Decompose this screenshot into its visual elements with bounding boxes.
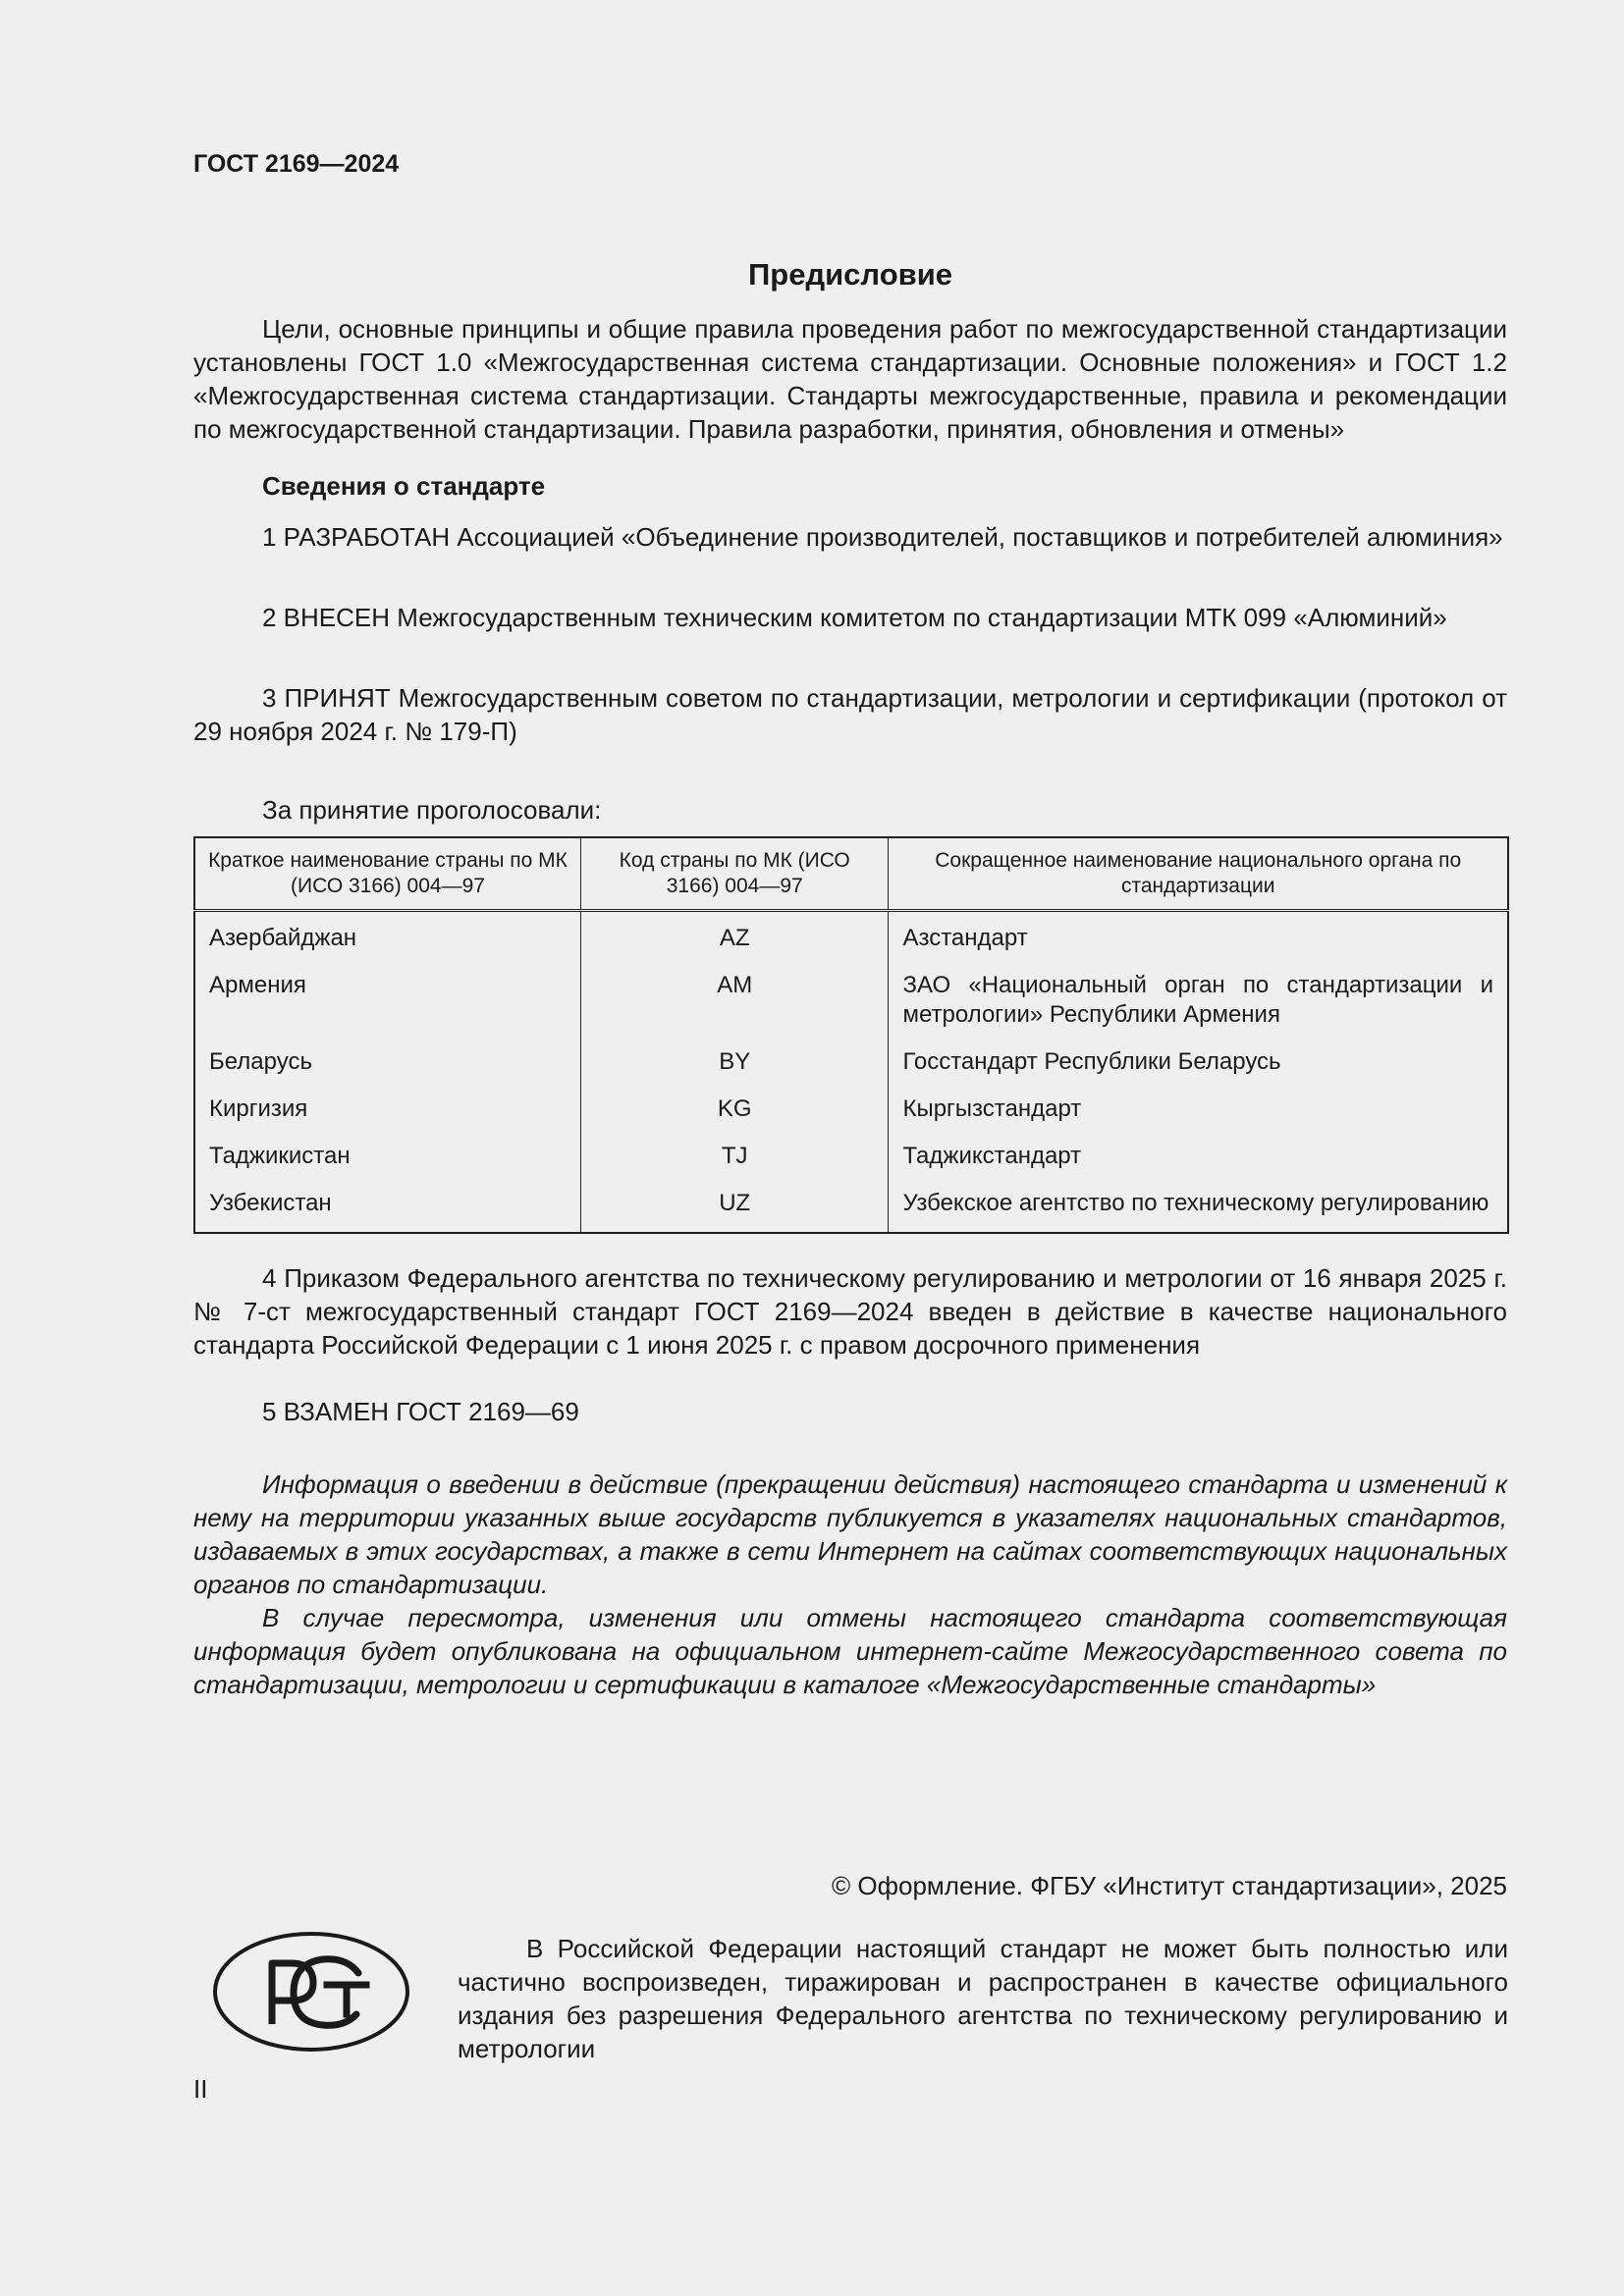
table-row bbox=[194, 1180, 1508, 1233]
code-cell: AM bbox=[580, 962, 888, 1039]
copyright-notice: В Российской Федерации настоящий стандарт не может быть полностью или частично воспроизведен, тиражирован и распространен в качестве официального издания без разрешения Федерального агентства по техническому регулированию и метрологии bbox=[458, 1934, 1508, 2063]
country-cell: Армения bbox=[194, 962, 580, 1039]
document-code: ГОСТ 2169—2024 bbox=[193, 150, 400, 178]
item-introduced: 2 ВНЕСЕН Межгосударственным техническим комитетом по стандартизации МТК 099 «Алюминий» bbox=[262, 603, 1447, 632]
item-developed: 1 РАЗРАБОТАН Ассоциацией «Объединение производителей, поставщиков и потребителей алюминия» bbox=[262, 522, 1503, 552]
body-cell: Азстандарт bbox=[889, 911, 1508, 963]
country-cell: Узбекистан bbox=[194, 1180, 580, 1233]
item-order: 4 Приказом Федерального агентства по техническому регулированию и метрологии от 16 января 2025 г. № 7-ст межгосударственный стандарт ГОСТ 2169—2024 введен в действие в качестве национального стандарта Российской Федерации с 1 июня 2025 г. с правом досрочного применения bbox=[193, 1263, 1507, 1360]
section-subheading: Сведения о стандарте bbox=[262, 471, 546, 501]
item-adopted: 3 ПРИНЯТ Межгосударственным советом по стандартизации, метрологии и сертификации (протокол от 29 ноября 2024 г. № 179-П) bbox=[193, 683, 1507, 746]
page-title: Предисловие bbox=[747, 257, 952, 292]
country-cell: Беларусь bbox=[194, 1039, 580, 1086]
info-paragraph-1: Информация о введении в действие (прекращении действия) настоящего стандарта и изменений к нему на территории указанных выше государств публикуется в указателях национальных стандартов, издаваемых в этих государствах, а также в сети Интернет на сайтах соответствующих национальных органов по стандартизации. bbox=[193, 1469, 1507, 1599]
table-row bbox=[194, 1086, 1508, 1133]
code-cell: AZ bbox=[580, 911, 888, 963]
voted-label: За принятие проголосовали: bbox=[262, 795, 602, 825]
country-cell: Киргизия bbox=[194, 1086, 580, 1133]
page-content bbox=[193, 147, 1507, 1701]
body-cell: Узбекское агентство по техническому регулированию bbox=[889, 1180, 1508, 1233]
table-header-row bbox=[194, 837, 1508, 911]
rst-certification-mark-icon bbox=[211, 1930, 411, 2058]
table-header-code: Код страны по МК (ИСО 3166) 004—97 bbox=[580, 837, 888, 911]
code-cell: BY bbox=[580, 1039, 888, 1086]
country-cell: Таджикистан bbox=[194, 1133, 580, 1180]
code-cell: KG bbox=[580, 1086, 888, 1133]
body-cell: Кыргызстандарт bbox=[889, 1086, 1508, 1133]
country-cell: Азербайджан bbox=[194, 911, 580, 963]
copyright-line: © Оформление. ФГБУ «Институт стандартизации», 2025 bbox=[832, 1871, 1507, 1900]
table-row bbox=[194, 1133, 1508, 1180]
table-row bbox=[194, 911, 1508, 963]
body-cell: ЗАО «Национальный орган по стандартизации и метрологии» Республики Армения bbox=[889, 962, 1508, 1039]
table-header-body: Сокращенное наименование национального органа по стандартизации bbox=[889, 837, 1508, 911]
body-cell: Таджикстандарт bbox=[889, 1133, 1508, 1180]
body-cell: Госстандарт Республики Беларусь bbox=[889, 1039, 1508, 1086]
code-cell: UZ bbox=[580, 1180, 888, 1233]
intro-paragraph: Цели, основные принципы и общие правила проведения работ по межгосударственной стандартизации установлены ГОСТ 1.0 «Межгосударственная система стандартизации. Основные положения» и ГОСТ 1.2 «Межгосударственная система стандартизации. Стандарты межгосударственные, правила и рекомендации по межгосударственной стандартизации. Правила разработки, принятия, обновления и отмены» bbox=[193, 314, 1507, 444]
voting-table bbox=[193, 836, 1509, 1234]
info-paragraph-2: В случае пересмотра, изменения или отмены настоящего стандарта соответствующая информация будет опубликована на официальном интернет-сайте Межгосударственного совета по стандартизации, метрологии и сертификации в каталоге «Межгосударственные стандарты» bbox=[193, 1603, 1507, 1699]
table-row bbox=[194, 1039, 1508, 1086]
table-header-country: Краткое наименование страны по МК (ИСО 3166) 004—97 bbox=[194, 837, 580, 911]
code-cell: TJ bbox=[580, 1133, 888, 1180]
page-number: II bbox=[193, 2074, 208, 2104]
table-row bbox=[194, 962, 1508, 1039]
item-replaces: 5 ВЗАМЕН ГОСТ 2169—69 bbox=[262, 1397, 579, 1426]
